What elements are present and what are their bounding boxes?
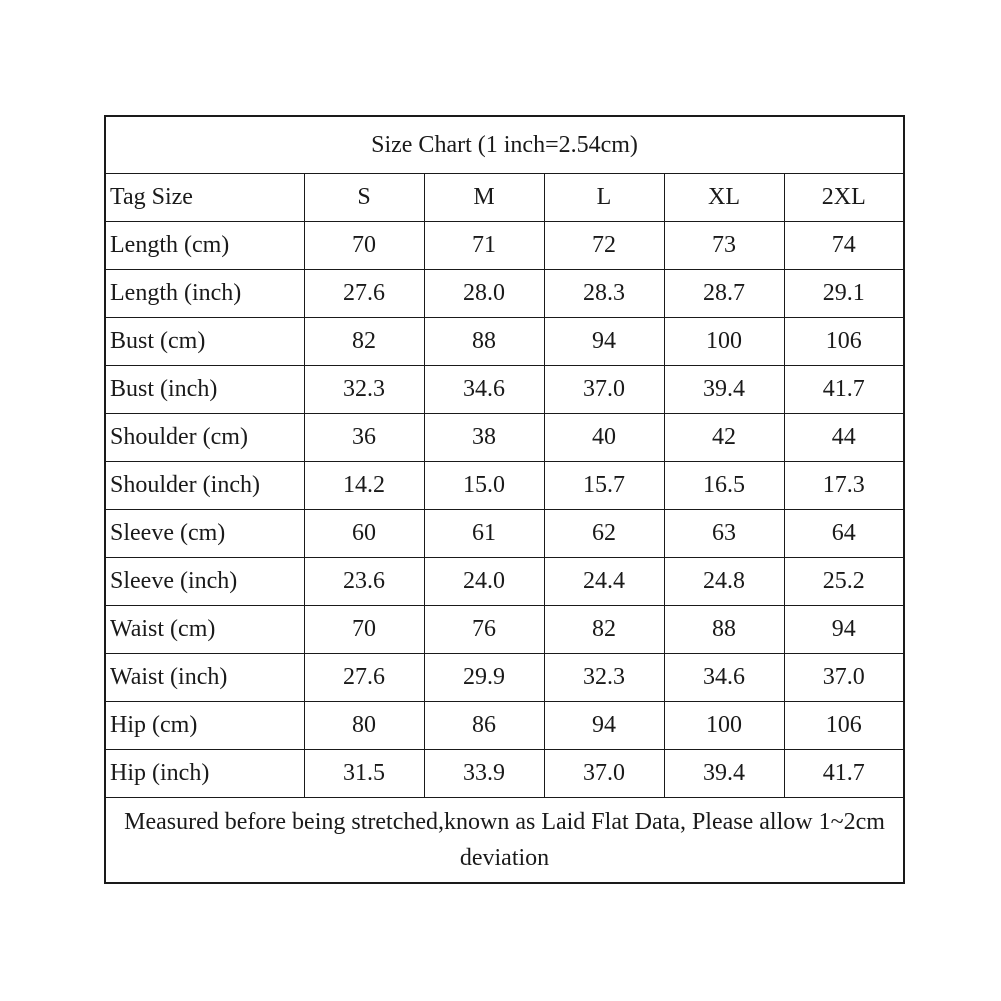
table-cell: 106 [784,318,904,366]
table-cell: 24.4 [544,558,664,606]
table-cell: 37.0 [784,654,904,702]
table-cell: 74 [784,222,904,270]
table-row [105,702,904,750]
table-cell: 41.7 [784,366,904,414]
table-cell: 16.5 [664,462,784,510]
table-cell: 61 [424,510,544,558]
table-cell: 76 [424,606,544,654]
table-cell: 44 [784,414,904,462]
table-cell: 64 [784,510,904,558]
table-cell: 32.3 [304,366,424,414]
row-label: Sleeve (inch) [105,558,304,606]
table-cell: 37.0 [544,750,664,798]
table-cell: 23.6 [304,558,424,606]
row-label: Waist (inch) [105,654,304,702]
table-row [105,414,904,462]
table-cell: 15.7 [544,462,664,510]
table-cell: 24.8 [664,558,784,606]
table-cell: 29.9 [424,654,544,702]
table-cell: 41.7 [784,750,904,798]
row-label: Bust (inch) [105,366,304,414]
table-cell: 37.0 [544,366,664,414]
table-cell: 27.6 [304,270,424,318]
header-row [105,174,904,222]
table-cell: 70 [304,606,424,654]
row-label: Length (cm) [105,222,304,270]
table-cell: 100 [664,318,784,366]
table-cell: 28.0 [424,270,544,318]
table-row [105,750,904,798]
table-cell: 82 [304,318,424,366]
table-row [105,654,904,702]
note-row [105,798,904,884]
table-cell: 39.4 [664,750,784,798]
table-cell: 106 [784,702,904,750]
table-cell: 73 [664,222,784,270]
row-label: Hip (cm) [105,702,304,750]
row-label: Bust (cm) [105,318,304,366]
size-header: L [544,174,664,222]
size-header: 2XL [784,174,904,222]
table-cell: 72 [544,222,664,270]
row-label: Shoulder (cm) [105,414,304,462]
row-label: Hip (inch) [105,750,304,798]
table-row [105,270,904,318]
table-cell: 34.6 [664,654,784,702]
table-row [105,462,904,510]
measurement-note: Measured before being stretched,known as Laid Flat Data, Please allow 1~2cm deviation [105,798,904,884]
row-label: Length (inch) [105,270,304,318]
table-cell: 32.3 [544,654,664,702]
table-cell: 17.3 [784,462,904,510]
table-cell: 88 [664,606,784,654]
table-cell: 31.5 [304,750,424,798]
size-header: XL [664,174,784,222]
table-cell: 42 [664,414,784,462]
size-header: M [424,174,544,222]
table-cell: 28.7 [664,270,784,318]
table-cell: 38 [424,414,544,462]
table-cell: 14.2 [304,462,424,510]
row-label: Sleeve (cm) [105,510,304,558]
table-cell: 39.4 [664,366,784,414]
table-cell: 86 [424,702,544,750]
table-cell: 60 [304,510,424,558]
table-cell: 100 [664,702,784,750]
table-row [105,510,904,558]
table-cell: 71 [424,222,544,270]
table-cell: 82 [544,606,664,654]
chart-title: Size Chart (1 inch=2.54cm) [105,116,904,174]
table-cell: 63 [664,510,784,558]
table-cell: 25.2 [784,558,904,606]
table-cell: 33.9 [424,750,544,798]
table-cell: 36 [304,414,424,462]
row-label: Waist (cm) [105,606,304,654]
table-cell: 80 [304,702,424,750]
size-header: S [304,174,424,222]
table-cell: 27.6 [304,654,424,702]
table-cell: 28.3 [544,270,664,318]
table-cell: 62 [544,510,664,558]
table-cell: 34.6 [424,366,544,414]
table-row [105,222,904,270]
table-row [105,366,904,414]
row-label: Shoulder (inch) [105,462,304,510]
table-cell: 88 [424,318,544,366]
table-cell: 94 [544,702,664,750]
table-cell: 70 [304,222,424,270]
table-cell: 94 [784,606,904,654]
table-cell: 40 [544,414,664,462]
table-row [105,606,904,654]
table-cell: 15.0 [424,462,544,510]
header-label: Tag Size [105,174,304,222]
table-cell: 29.1 [784,270,904,318]
title-row [105,116,904,174]
table-row [105,558,904,606]
size-chart-table [104,115,905,884]
table-cell: 94 [544,318,664,366]
table-cell: 24.0 [424,558,544,606]
table-row [105,318,904,366]
